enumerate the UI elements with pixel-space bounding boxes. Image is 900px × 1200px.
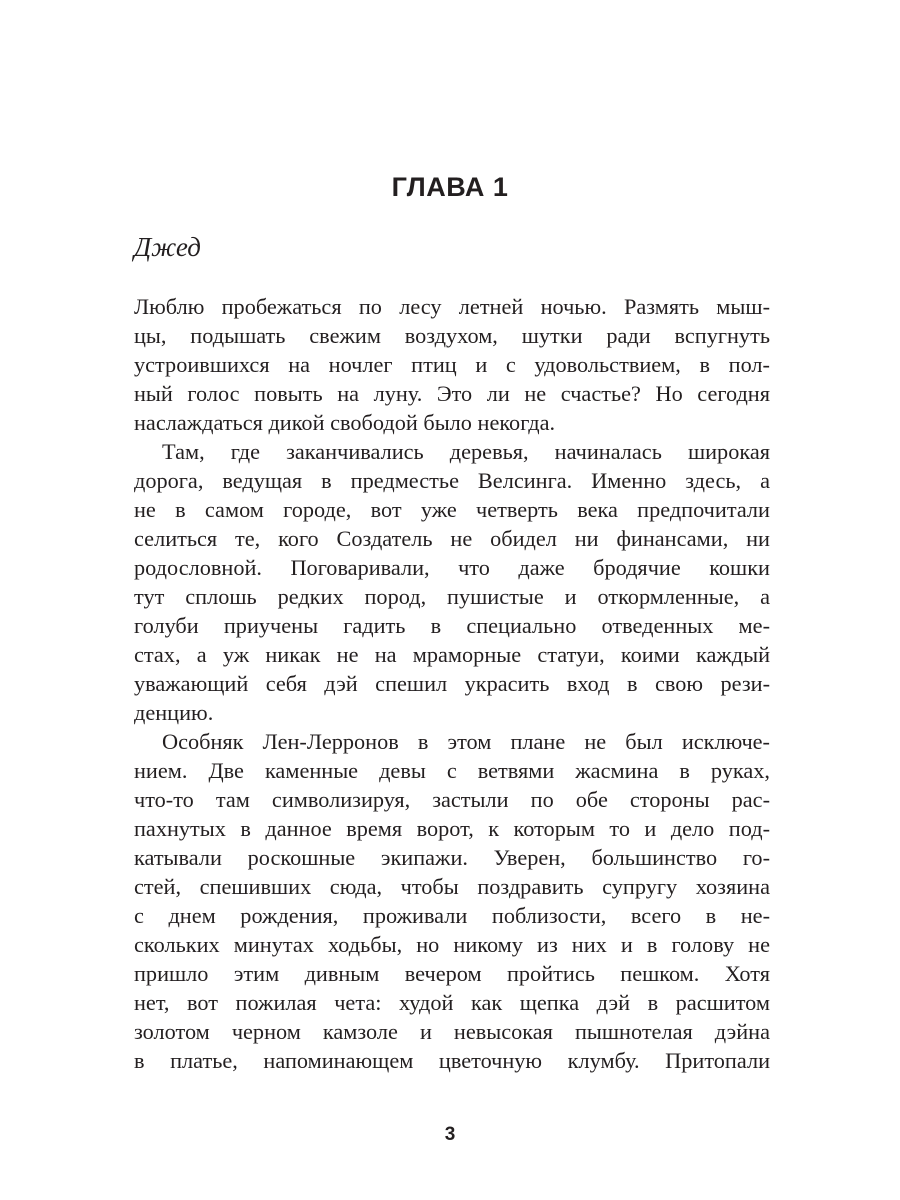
text-line: нием. Две каменные девы с ветвями жасмина в руках, (134, 758, 770, 783)
text-line: дорога, ведущая в предместье Велсинга. Именно здесь, а (134, 468, 770, 493)
text-line: Особняк Лен-Лерронов в этом плане не был исключе- (162, 729, 770, 754)
text-line: стах, а уж никак не на мраморные статуи, коими каждый (134, 642, 770, 667)
text-line: в платье, напоминающем цветочную клумбу. Притопали (134, 1048, 770, 1073)
text-line: катывали роскошные экипажи. Уверен, большинство го- (134, 845, 770, 870)
text-line: пришло этим дивным вечером пройтись пешком. Хотя (134, 961, 770, 986)
text-line: пахнутых в данное время ворот, к которым то и дело под- (134, 816, 770, 841)
section-name: Джед (134, 232, 201, 262)
text-line: стей, спешивших сюда, чтобы поздравить супругу хозяина (134, 874, 770, 899)
text-line: цы, подышать свежим воздухом, шутки ради вспугнуть (134, 323, 770, 348)
text-line: родословной. Поговаривали, что даже бродячие кошки (134, 555, 770, 580)
text-line: что-то там символизируя, застыли по обе стороны рас- (134, 787, 770, 812)
chapter-title: ГЛАВА 1 (391, 172, 509, 202)
text-line: нет, вот пожилая чета: худой как щепка дэй в расшитом (134, 990, 770, 1015)
text-line: голуби приучены гадить в специально отведенных ме- (134, 613, 770, 638)
text-line: устроившихся на ночлег птиц и с удовольствием, в пол- (134, 352, 770, 377)
text-line: с днем рождения, проживали поблизости, всего в не- (134, 903, 770, 928)
body-text (134, 292, 770, 1075)
text-line: скольких минутах ходьбы, но никому из них и в голову не (134, 932, 770, 957)
text-line: ный голос повыть на луну. Это ли не счастье? Но сегодня (134, 381, 770, 406)
text-line: золотом черном камзоле и невысокая пышнотелая дэйна (134, 1019, 770, 1044)
text-line: селиться те, кого Создатель не обидел ни финансами, ни (134, 526, 770, 551)
text-line: наслаждаться дикой свободой было некогда. (134, 410, 556, 435)
page-number: 3 (444, 1124, 456, 1145)
text-line: денцию. (134, 700, 214, 725)
text-line: Там, где заканчивались деревья, начиналась широкая (162, 439, 770, 464)
text-line: уважающий себя дэй спешил украсить вход в свою рези- (134, 671, 770, 696)
text-line: тут сплошь редких пород, пушистые и откормленные, а (134, 584, 770, 609)
text-line: Люблю пробежаться по лесу летней ночью. Размять мыш- (134, 294, 770, 319)
text-line: не в самом городе, вот уже четверть века предпочитали (134, 497, 770, 522)
